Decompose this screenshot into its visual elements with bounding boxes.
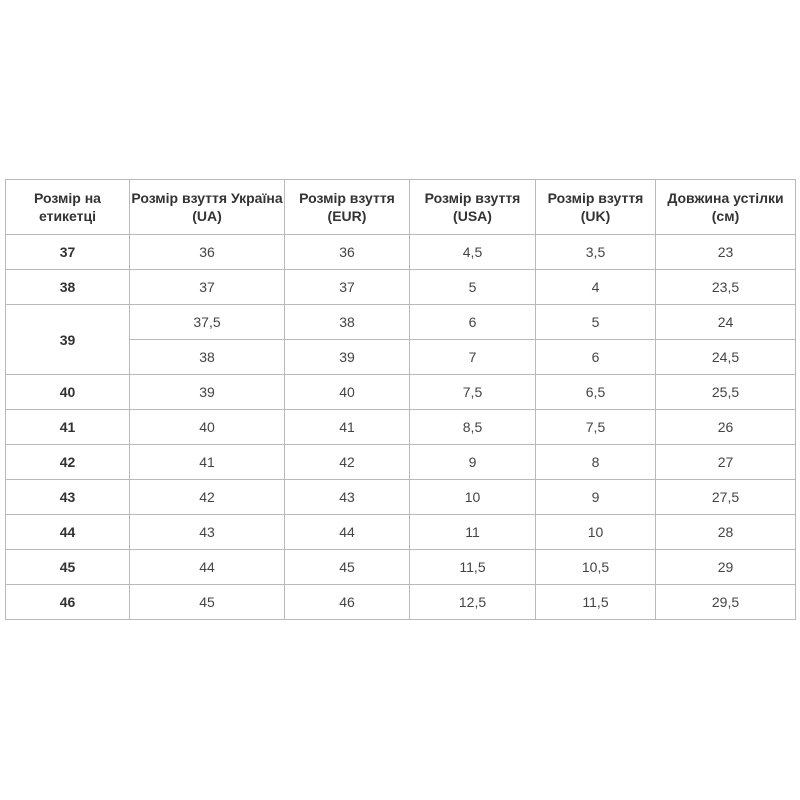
insole-length-cell: 24,5 bbox=[656, 340, 796, 375]
eur-size-cell: 37 bbox=[285, 270, 410, 305]
table-row bbox=[6, 480, 796, 515]
eur-size-cell: 44 bbox=[285, 515, 410, 550]
ua-size-cell: 37 bbox=[130, 270, 285, 305]
ua-size-cell: 44 bbox=[130, 550, 285, 585]
label-size-cell: 40 bbox=[6, 375, 130, 410]
ua-size-cell: 43 bbox=[130, 515, 285, 550]
header-label-size: Розмір на етикетці bbox=[6, 180, 130, 235]
label-size-cell: 46 bbox=[6, 585, 130, 620]
usa-size-cell: 10 bbox=[410, 480, 536, 515]
label-size-cell: 38 bbox=[6, 270, 130, 305]
eur-size-cell: 36 bbox=[285, 235, 410, 270]
uk-size-cell: 6,5 bbox=[536, 375, 656, 410]
ua-size-cell: 38 bbox=[130, 340, 285, 375]
eur-size-cell: 43 bbox=[285, 480, 410, 515]
usa-size-cell: 4,5 bbox=[410, 235, 536, 270]
ua-size-cell: 36 bbox=[130, 235, 285, 270]
label-size-cell: 41 bbox=[6, 410, 130, 445]
eur-size-cell: 40 bbox=[285, 375, 410, 410]
uk-size-cell: 6 bbox=[536, 340, 656, 375]
header-ua-size: Розмір взуття Україна (UA) bbox=[130, 180, 285, 235]
eur-size-cell: 38 bbox=[285, 305, 410, 340]
eur-size-cell: 46 bbox=[285, 585, 410, 620]
header-eur-size: Розмір взуття (EUR) bbox=[285, 180, 410, 235]
insole-length-cell: 23 bbox=[656, 235, 796, 270]
header-usa-size: Розмір взуття (USA) bbox=[410, 180, 536, 235]
label-size-cell: 44 bbox=[6, 515, 130, 550]
ua-size-cell: 41 bbox=[130, 445, 285, 480]
usa-size-cell: 12,5 bbox=[410, 585, 536, 620]
usa-size-cell: 5 bbox=[410, 270, 536, 305]
usa-size-cell: 11,5 bbox=[410, 550, 536, 585]
insole-length-cell: 27,5 bbox=[656, 480, 796, 515]
uk-size-cell: 8 bbox=[536, 445, 656, 480]
insole-length-cell: 29 bbox=[656, 550, 796, 585]
uk-size-cell: 10 bbox=[536, 515, 656, 550]
usa-size-cell: 8,5 bbox=[410, 410, 536, 445]
table-row bbox=[6, 375, 796, 410]
uk-size-cell: 9 bbox=[536, 480, 656, 515]
usa-size-cell: 6 bbox=[410, 305, 536, 340]
eur-size-cell: 45 bbox=[285, 550, 410, 585]
usa-size-cell: 9 bbox=[410, 445, 536, 480]
table-header-row bbox=[6, 180, 796, 235]
uk-size-cell: 5 bbox=[536, 305, 656, 340]
size-chart-table bbox=[5, 179, 796, 620]
table-row bbox=[6, 235, 796, 270]
usa-size-cell: 11 bbox=[410, 515, 536, 550]
label-size-cell: 37 bbox=[6, 235, 130, 270]
insole-length-cell: 26 bbox=[656, 410, 796, 445]
table-row bbox=[6, 515, 796, 550]
ua-size-cell: 39 bbox=[130, 375, 285, 410]
label-size-cell: 39 bbox=[6, 305, 130, 375]
ua-size-cell: 45 bbox=[130, 585, 285, 620]
table-row bbox=[6, 270, 796, 305]
ua-size-cell: 42 bbox=[130, 480, 285, 515]
insole-length-cell: 29,5 bbox=[656, 585, 796, 620]
table-row bbox=[6, 410, 796, 445]
uk-size-cell: 3,5 bbox=[536, 235, 656, 270]
eur-size-cell: 39 bbox=[285, 340, 410, 375]
ua-size-cell: 40 bbox=[130, 410, 285, 445]
insole-length-cell: 27 bbox=[656, 445, 796, 480]
insole-length-cell: 25,5 bbox=[656, 375, 796, 410]
label-size-cell: 43 bbox=[6, 480, 130, 515]
table-row bbox=[6, 550, 796, 585]
insole-length-cell: 23,5 bbox=[656, 270, 796, 305]
usa-size-cell: 7 bbox=[410, 340, 536, 375]
table-row bbox=[6, 445, 796, 480]
table-row bbox=[6, 585, 796, 620]
table-row bbox=[6, 305, 796, 340]
uk-size-cell: 10,5 bbox=[536, 550, 656, 585]
header-insole-length: Довжина устілки (см) bbox=[656, 180, 796, 235]
usa-size-cell: 7,5 bbox=[410, 375, 536, 410]
uk-size-cell: 11,5 bbox=[536, 585, 656, 620]
insole-length-cell: 24 bbox=[656, 305, 796, 340]
uk-size-cell: 4 bbox=[536, 270, 656, 305]
eur-size-cell: 42 bbox=[285, 445, 410, 480]
ua-size-cell: 37,5 bbox=[130, 305, 285, 340]
insole-length-cell: 28 bbox=[656, 515, 796, 550]
label-size-cell: 45 bbox=[6, 550, 130, 585]
header-uk-size: Розмір взуття (UK) bbox=[536, 180, 656, 235]
uk-size-cell: 7,5 bbox=[536, 410, 656, 445]
label-size-cell: 42 bbox=[6, 445, 130, 480]
eur-size-cell: 41 bbox=[285, 410, 410, 445]
